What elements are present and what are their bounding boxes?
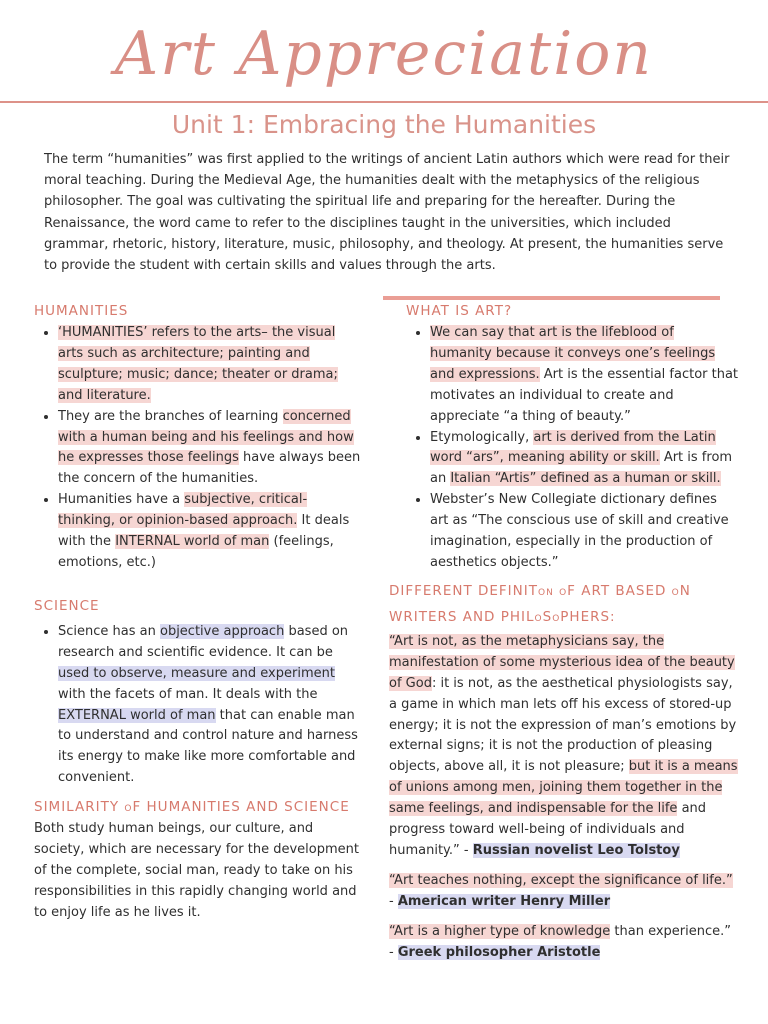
highlighted-text: “Art is not, as the metaphysicians say, the manifestation of some mysterious idea of the beauty of God (389, 633, 735, 691)
list-text: Webster’s New Collegiate dictionary defines art as “The conscious use of skill and creative imagination, especially in the production of aesthetics objects.” (430, 492, 729, 570)
intro-paragraph: The term “humanities” was first applied to the writings of ancient Latin authors which were read for their moral teaching. During the Medieval Age, the humanities dealt with the metaphysics of the religious philosopher. The goal was cultivating the spiritual life and preparing for the hereafter. During the Renaissance, the word came to refer to the disciplines taught in the universities, which included grammar, rhetoric, history, literature, music, philosophy, and theology. At present, the humanities serve to provide the student with certain skills and values through the arts. (44, 152, 730, 274)
highlighted-text: concerned with a human being and his feelings and how he expresses those feelings (58, 408, 354, 466)
list-text: have always been the concern of the humanities. (58, 450, 361, 487)
miller-quote (389, 871, 739, 913)
list-text: Etymologically, (430, 429, 534, 445)
highlighted-text: We can say that art is the lifeblood of humanity because it conveys one’s feelings and expressions. (430, 325, 716, 382)
quote-text: than experience.” - (389, 923, 731, 960)
list-text: with the facets of man. It deals with the (58, 686, 318, 702)
title-divider (0, 101, 768, 103)
highlighted-text: subjective, critical-thinking, or opinion-based approach. (58, 492, 308, 529)
quote-text: - (389, 893, 398, 909)
aristotle-quote (389, 922, 739, 964)
tolstoy-quote (389, 632, 739, 862)
list-text: based on research and scientific evidence. It can be (58, 623, 349, 660)
quote-attribution: American writer Henry Miller (397, 893, 611, 909)
list-text: Science has an (58, 623, 160, 639)
quote-attribution: Russian novelist Leo Tolstoy (472, 842, 680, 858)
highlighted-text: EXTERNAL world of man (58, 707, 216, 723)
list-text: (feelings, emotions, etc.) (58, 534, 334, 570)
what-is-art-heading: WHAT IS ART? (406, 303, 513, 319)
list-text: Humanities have a (58, 492, 185, 508)
page-title: Art Appreciation (114, 19, 654, 89)
list-text: that can enable man to understand and control nature and harness its energy to make like more comfortable and convenient. (58, 707, 358, 786)
quote-text: : it is not, as the aesthetical physiologists say, a game in which man lets off his excess of stored-up energy; it is not the expression of man’s emotions by external signs; it is not the production of pleasing objects, above all, it is not pleasure; (389, 675, 737, 775)
what-is-art-list (389, 323, 739, 574)
highlighted-text: “Art is a higher type of knowledge (389, 923, 611, 939)
list-item (430, 490, 739, 574)
science-heading: SCIENCE (34, 597, 100, 614)
highlighted-text: ‘HUMANITIES’ refers to the arts– the visual arts such as architecture; painting and sculpture; music; dance; theater or drama; and literature. (58, 325, 338, 403)
humanities-heading: HUMANITIES (34, 303, 129, 319)
list-item (430, 428, 739, 491)
humanities-list (34, 323, 364, 574)
highlighted-text: art is derived from the Latin word “ars”, meaning ability or skill. (430, 429, 716, 466)
list-text: Art is the essential factor that motivates an individual to create and appreciate “a thing of beauty.” (430, 366, 739, 424)
science-list (34, 622, 364, 789)
list-item (430, 323, 739, 428)
right-column (389, 295, 739, 963)
list-item (58, 407, 364, 491)
left-column (34, 299, 364, 924)
list-item (58, 490, 364, 574)
highlighted-text: INTERNAL world of man (115, 534, 270, 550)
unit-subtitle: Unit 1: Embracing the Humanities (171, 110, 597, 139)
definitions-heading: DIFFERENT DEFINITon oF ART BASED oN WRITERS AND PHILoSoPHERS: (389, 582, 691, 625)
list-item (58, 622, 364, 789)
similarity-heading: SIMILARITY oF HUMANITIES AND SCIENCE (34, 799, 350, 816)
highlighted-text: objective approach (159, 623, 285, 639)
list-item (58, 323, 364, 407)
highlighted-text: but it is a means of unions among men, joining them together in the same feelings, and indispensable for the life (389, 759, 738, 817)
list-text: Art is from an (430, 450, 733, 487)
quote-text: and progress toward well-being of individuals and humanity.” - (389, 801, 707, 858)
highlighted-text: used to observe, measure and experiment (58, 665, 335, 681)
list-text: It deals with the (58, 513, 350, 550)
highlighted-text: “Art teaches nothing, except the significance of life.” (389, 872, 733, 888)
list-text: They are the branches of learning (58, 408, 283, 424)
similarity-paragraph: Both study human beings, our culture, and society, which are necessary for the development of the complete, social man, ready to take on his responsibilities in this rapidly changing world and to enjoy life as he lives it. (34, 821, 359, 920)
quote-attribution: Greek philosopher Aristotle (397, 944, 601, 960)
highlighted-text: Italian “Artis” defined as a human or skill. (450, 471, 721, 487)
